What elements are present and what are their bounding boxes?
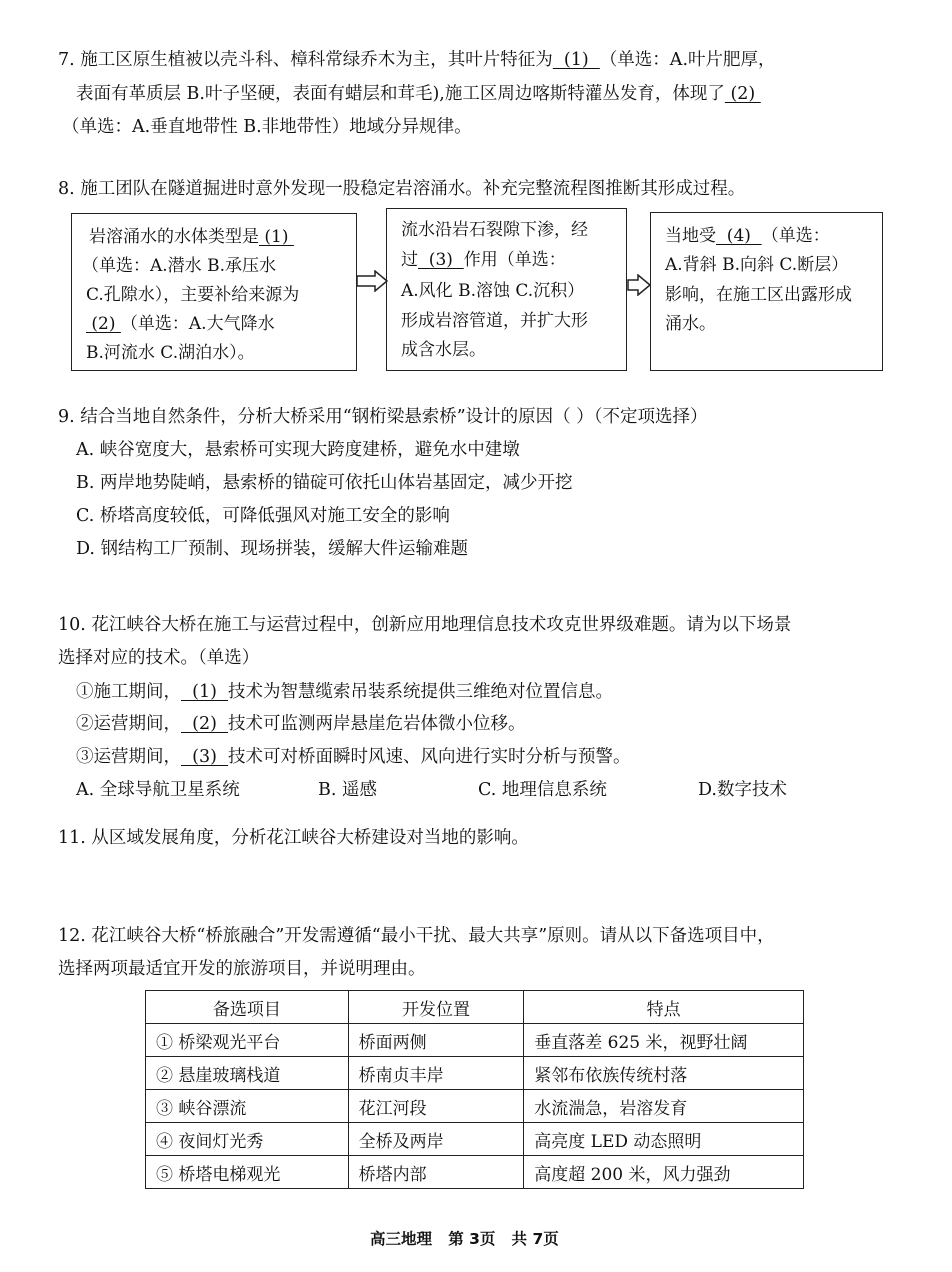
table-cell: 垂直落差 625 米，视野壮阔 — [524, 1024, 804, 1057]
table-cell: 全桥及两岸 — [348, 1123, 524, 1156]
table-cell: ⑤ 桥塔电梯观光 — [146, 1156, 349, 1189]
q9-option-b: B. 两岸地势陡峭，悬索桥的锚碇可依托山体岩基固定，减少开挖 — [76, 473, 573, 493]
box3-blank-4: (4) — [716, 226, 762, 246]
page-footer: 高三地理 第 3页 共 7页 — [370, 1230, 559, 1248]
box2-text: 过 — [401, 250, 418, 270]
q9-option-d: D. 钢结构工厂预制、现场拼装，缓解大件运输难题 — [76, 539, 469, 559]
table-header: 特点 — [524, 991, 804, 1024]
box2-line-1: 流水沿岩石裂隙下渗，经 — [401, 220, 588, 240]
table-cell: ③ 峡谷漂流 — [146, 1090, 349, 1123]
q10-text: ②运营期间， — [76, 714, 181, 734]
box3-line-3: 影响，在施工区出露形成 — [665, 285, 852, 305]
q9-option-c: C. 桥塔高度较低，可降低强风对施工安全的影响 — [76, 506, 450, 526]
flow-arrow-1 — [355, 270, 389, 292]
q10-text: ①施工期间， — [76, 682, 181, 702]
q10-option-d: D.数字技术 — [698, 780, 787, 800]
table-header-row — [146, 991, 804, 1024]
flow-arrow-2 — [626, 274, 652, 296]
table-header: 开发位置 — [348, 991, 524, 1024]
box3-line-4: 涌水。 — [665, 314, 716, 334]
q12-stem-2: 选择两项最适宜开发的旅游项目，并说明理由。 — [58, 959, 426, 979]
q7-text: 7. 施工区原生植被以壳斗科、樟科常绿乔木为主，其叶片特征为 — [58, 50, 553, 70]
q10-option-b: B. 遥感 — [318, 780, 377, 800]
q10-blank-1: (1) — [181, 682, 229, 702]
q12-stem-1: 12. 花江峡谷大桥“桥旅融合”开发需遵循“最小干扰、最大共享”原则。请从以下备选项目中， — [58, 926, 775, 946]
table-row — [146, 1123, 804, 1156]
box3-text: 当地受 — [665, 226, 716, 246]
q7-text: 表面有革质层 B.叶子坚硬，表面有蜡层和茸毛),施工区周边喀斯特灌丛发育，体现了 — [76, 84, 725, 104]
table-cell: 高亮度 LED 动态照明 — [524, 1123, 804, 1156]
box2-line-5: 成含水层。 — [401, 340, 486, 360]
table-row — [146, 1090, 804, 1123]
table-cell: 高度超 200 米，风力强劲 — [524, 1156, 804, 1189]
box1-line-4 — [86, 313, 275, 335]
table-cell: ④ 夜间灯光秀 — [146, 1123, 349, 1156]
table-header: 备选项目 — [146, 991, 349, 1024]
q7-line-3: （单选：A.垂直地带性 B.非地带性）地域分异规律。 — [62, 117, 472, 137]
box2-blank-3: (3) — [418, 250, 464, 270]
box1-blank-1: (1) — [259, 227, 294, 247]
q10-text: 技术为智慧缆索吊装系统提供三维绝对位置信息。 — [228, 682, 614, 702]
box1-blank-2: (2) — [86, 314, 121, 334]
table-cell: 桥面两侧 — [348, 1024, 524, 1057]
q9-option-a: A. 峡谷宽度大，悬索桥可实现大跨度建桥，避免水中建墩 — [76, 440, 520, 460]
table-cell: 水流湍急，岩溶发育 — [524, 1090, 804, 1123]
table-row — [146, 1057, 804, 1090]
q10-item-1 — [76, 680, 613, 704]
box3-line-2: A.背斜 B.向斜 C.断层） — [665, 255, 849, 275]
flow-box-2 — [386, 208, 627, 371]
box1-line-3: C.孔隙水），主要补给来源为 — [86, 285, 300, 305]
box2-line-3: A.风化 B.溶蚀 C.沉积） — [401, 281, 585, 301]
q7-text: （单选：A.叶片肥厚， — [599, 50, 776, 70]
q10-text: 技术可监测两岸悬崖危岩体微小位移。 — [228, 714, 526, 734]
q7-line-2 — [76, 82, 761, 106]
box1-line-5: B.河流水 C.湖泊水）。 — [86, 343, 255, 363]
table-cell: ① 桥梁观光平台 — [146, 1024, 349, 1057]
table-cell: 紧邻布依族传统村落 — [524, 1057, 804, 1090]
table-row — [146, 1156, 804, 1189]
q7-blank-1: (1) — [552, 50, 600, 70]
q10-stem-1: 10. 花江峡谷大桥在施工与运营过程中，创新应用地理信息技术攻克世界级难题。请为以下场景 — [58, 615, 792, 635]
q10-item-3 — [76, 745, 631, 769]
table-row — [146, 1024, 804, 1057]
q7-blank-2: (2) — [724, 84, 761, 104]
q10-blank-3: (3) — [181, 747, 229, 767]
box1-text: 岩溶涌水的水体类型是 — [89, 227, 259, 247]
q10-option-c: C. 地理信息系统 — [478, 780, 607, 800]
q10-item-2 — [76, 712, 526, 736]
flow-box-1 — [71, 213, 357, 371]
q10-blank-2: (2) — [181, 714, 229, 734]
q10-stem-2: 选择对应的技术。（单选） — [58, 648, 260, 668]
q10-option-a: A. 全球导航卫星系统 — [76, 780, 240, 800]
box3-text: （单选： — [761, 226, 830, 246]
q8-stem: 8. 施工团队在隧道掘进时意外发现一股稳定岩溶涌水。补充完整流程图推断其形成过程。 — [58, 179, 746, 199]
q10-text: ③运营期间， — [76, 747, 181, 767]
q9-stem: 9. 结合当地自然条件，分析大桥采用“钢桁梁悬索桥”设计的原因（ ）（不定项选择） — [58, 407, 708, 427]
q10-text: 技术可对桥面瞬时风速、风向进行实时分析与预警。 — [228, 747, 631, 767]
table-cell: ② 悬崖玻璃栈道 — [146, 1057, 349, 1090]
box1-text: （单选：A.大气降水 — [120, 314, 275, 334]
box1-line-1 — [89, 226, 294, 248]
box1-line-2: （单选：A.潜水 B.承压水 — [82, 256, 276, 276]
flow-box-3 — [650, 212, 883, 371]
table-cell: 桥塔内部 — [348, 1156, 524, 1189]
box3-line-1 — [665, 225, 830, 247]
project-table — [145, 990, 804, 1189]
box2-text: 作用（单选： — [463, 250, 566, 270]
q11-stem: 11. 从区域发展角度，分析花江峡谷大桥建设对当地的影响。 — [58, 828, 529, 848]
table-cell: 花江河段 — [348, 1090, 524, 1123]
box2-line-4: 形成岩溶管道，并扩大形 — [401, 311, 588, 331]
box2-line-2 — [401, 249, 566, 271]
q7-line-1 — [58, 48, 776, 72]
table-cell: 桥南贞丰岸 — [348, 1057, 524, 1090]
